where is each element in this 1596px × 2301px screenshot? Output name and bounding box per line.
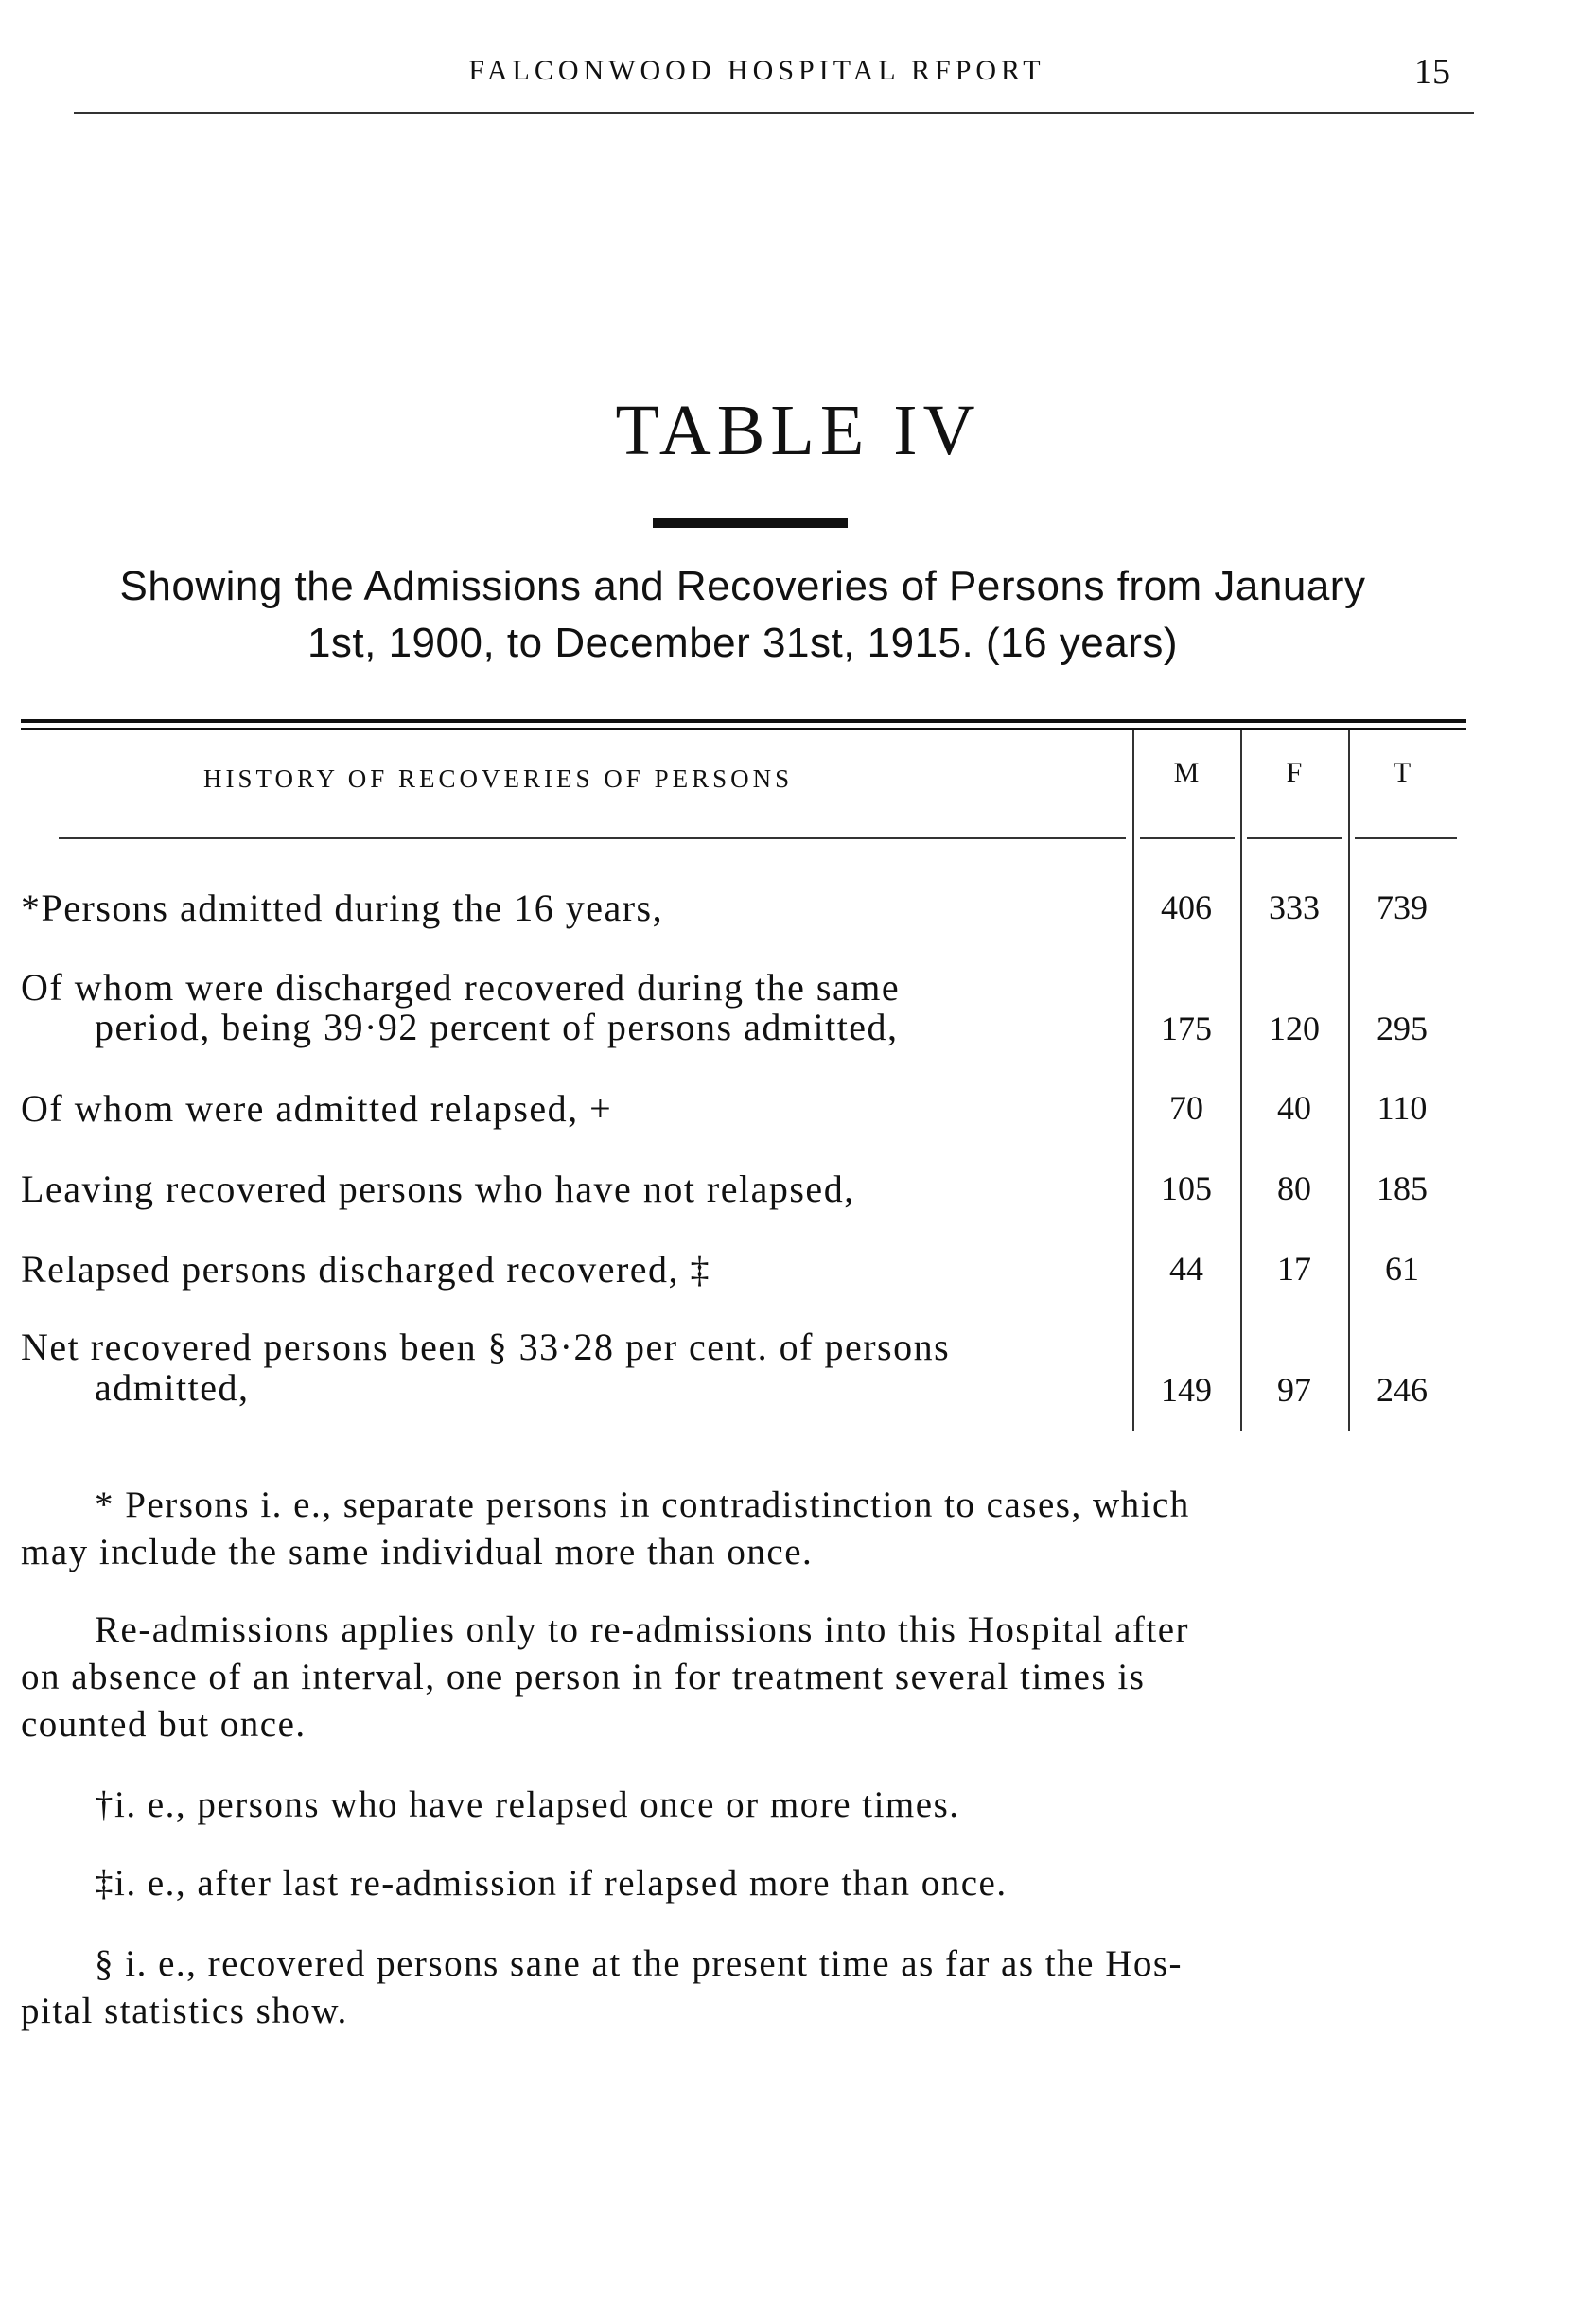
cell-t: 61	[1385, 1250, 1419, 1288]
footnote-section: § i. e., recovered persons sane at the present time as far as the Hos-	[95, 1943, 1184, 1984]
row-label-discharged-recovered-cont: period, being 39·92 percent of persons admitted,	[95, 1006, 899, 1048]
cell-t: 246	[1377, 1371, 1428, 1409]
cell-f: 97	[1277, 1371, 1311, 1409]
column-header-f: F	[1286, 757, 1303, 788]
stub-heading: HISTORY OF RECOVERIES OF PERSONS	[203, 764, 794, 793]
column-header-t: T	[1393, 757, 1412, 788]
cell-m: 44	[1169, 1250, 1203, 1288]
footnote-readmissions-end: counted but once.	[21, 1704, 307, 1745]
cell-t: 110	[1377, 1089, 1428, 1127]
header-divider	[1247, 837, 1342, 839]
row-label-not-relapsed: Leaving recovered persons who have not relapsed,	[21, 1168, 855, 1210]
footnote-section-cont: pital statistics show.	[21, 1991, 348, 2031]
cell-m: 149	[1161, 1371, 1212, 1409]
table-title: TABLE IV	[615, 391, 981, 470]
table-subtitle-line2: 1st, 1900, to December 31st, 1915. (16 years)	[307, 620, 1179, 666]
cell-t: 295	[1377, 1010, 1428, 1047]
title-underline	[653, 518, 848, 528]
cell-f: 80	[1277, 1169, 1311, 1207]
cell-m: 105	[1161, 1169, 1212, 1207]
header-rule	[74, 112, 1474, 114]
cell-f: 17	[1277, 1250, 1311, 1288]
table-subtitle-line1: Showing the Admissions and Recoveries of Persons from January	[119, 563, 1366, 609]
footnote-persons: * Persons i. e., separate persons in contradistinction to cases, which	[95, 1484, 1190, 1525]
cell-m: 70	[1169, 1089, 1203, 1127]
column-header-m: M	[1173, 757, 1200, 788]
header-divider	[1355, 837, 1457, 839]
column-divider	[1240, 730, 1242, 1431]
table-top-rule	[21, 719, 1466, 723]
row-label-net-recovered: Net recovered persons been § 33·28 per cent. of persons	[21, 1326, 951, 1368]
footnote-persons-cont: may include the same individual more than once.	[21, 1532, 814, 1572]
cell-t: 739	[1377, 888, 1428, 926]
footnote-dagger: †i. e., persons who have relapsed once or more times.	[95, 1784, 960, 1825]
column-divider	[1348, 730, 1350, 1431]
footnote-readmissions: Re-admissions applies only to re-admissions into this Hospital after	[95, 1609, 1190, 1650]
row-label-persons-admitted: *Persons admitted during the 16 years,	[21, 887, 664, 929]
cell-m: 175	[1161, 1010, 1212, 1047]
cell-t: 185	[1377, 1169, 1428, 1207]
cell-f: 120	[1269, 1010, 1320, 1047]
page-number: 15	[1414, 52, 1450, 92]
footnote-double-dagger: ‡i. e., after last re-admission if relapsed more than once.	[95, 1863, 1008, 1904]
row-label-relapsed-discharged: Relapsed persons discharged recovered, ‡	[21, 1248, 711, 1291]
table-top-rule-second	[21, 728, 1466, 730]
running-head	[0, 52, 1596, 93]
row-label-net-recovered-cont: admitted,	[95, 1366, 250, 1409]
header-divider	[59, 837, 1126, 839]
running-title: FALCONWOOD HOSPITAL RFPORT	[468, 55, 1045, 86]
row-label-admitted-relapsed: Of whom were admitted relapsed, +	[21, 1087, 613, 1130]
footnote-readmissions-cont: on absence of an interval, one person in for treatment several times is	[21, 1657, 1146, 1697]
cell-f: 333	[1269, 888, 1320, 926]
cell-m: 406	[1161, 888, 1212, 926]
row-label-discharged-recovered: Of whom were discharged recovered during the same	[21, 966, 901, 1009]
header-divider	[1140, 837, 1235, 839]
cell-f: 40	[1277, 1089, 1311, 1127]
column-divider	[1132, 730, 1134, 1431]
